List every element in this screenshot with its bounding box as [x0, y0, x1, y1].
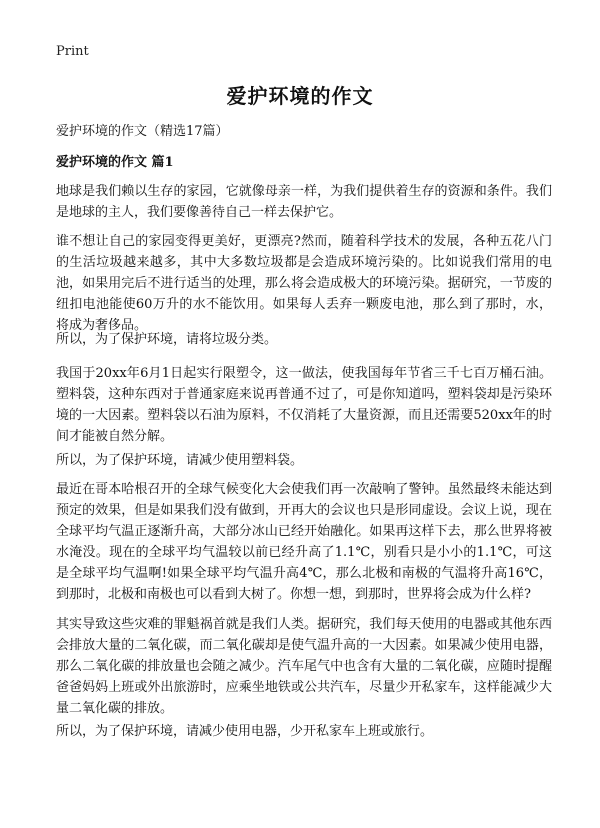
paragraph-3: 所以，为了保护环境，请将垃圾分类。 [56, 332, 278, 347]
section-heading: 爱护环境的作文 篇1 [56, 155, 174, 170]
paragraph-1: 地球是我们赖以生存的家园，它就像母亲一样，为我们提供着生存的资源和条件。我们是地球的主人，我们要像善待自己一样去保护它。 [56, 184, 552, 220]
print-link[interactable]: Print [56, 44, 89, 59]
paragraph-4: 我国于20xx年6月1日起实行限塑令，这一做法，使我国每年节省三千七百万桶石油。塑料袋，这种东西对于普通家庭来说再普通不过了，可是你知道吗，塑料袋却是污染环境的一大因素。塑料袋以石油为原料，不仅消耗了大量资源，而且还需要520xx年的时间才能被自然分解。 [56, 366, 552, 444]
paragraph-5: 所以，为了保护环境，请减少使用塑料袋。 [56, 453, 304, 468]
paragraph-6: 最近在哥本哈根召开的全球气候变化大会使我们再一次敲响了警钟。虽然最终未能达到预定的效果，但是如果我们没有做到，开再大的会议也只是形同虚设。会议上说，现在全球平均气温正逐渐升高，大部分冰山已经开始融化。如果再这样下去，那么世界将被水淹没。现在的全球平均气温较以前已经升高了1.1℃，别看只是小小的1.1℃，可这是全球平均气温啊!如果全球平均气温升高4℃，那么北极和南极的气温将升高16℃，到那时，北极和南极也可以看到大树了。你想一想，到那时，世界将会成为什么样? [56, 482, 552, 602]
page-title: 爱护环境的作文 [226, 84, 374, 108]
paragraph-2: 谁不想让自己的家园变得更美好，更漂亮?然而，随着科学技术的发展，各种五花八门的生活垃圾越来越多，其中大多数垃圾都是会造成环境污染的。比如说我们常用的电池，如果用完后不进行适当的处理，那么将会造成极大的环境污染。据研究，一节废的纽扣电池能使60万升的水不能饮用。如果每人丢弃一颗废电池，那么到了那时，水，将成为奢侈品。 [56, 234, 552, 333]
paragraph-7: 其实导致这些灾难的罪魁祸首就是我们人类。据研究，我们每天使用的电器或其他东西会排放大量的二氧化碳，而二氧化碳却是使气温升高的一大因素。如果减少使用电器，那么二氧化碳的排放量也会随之减少。汽车尾气中也含有大量的二氧化碳，应随时提醒爸爸妈妈上班或外出旅游时，应乘坐地铁或公共汽车，尽量少开私家车，这样能减少大量二氧化碳的排放。 [56, 617, 552, 716]
paragraph-8: 所以，为了保护环境，请减少使用电器，少开私家车上班或旅行。 [56, 724, 434, 739]
page-subtitle: 爱护环境的作文（精选17篇） [56, 124, 229, 139]
